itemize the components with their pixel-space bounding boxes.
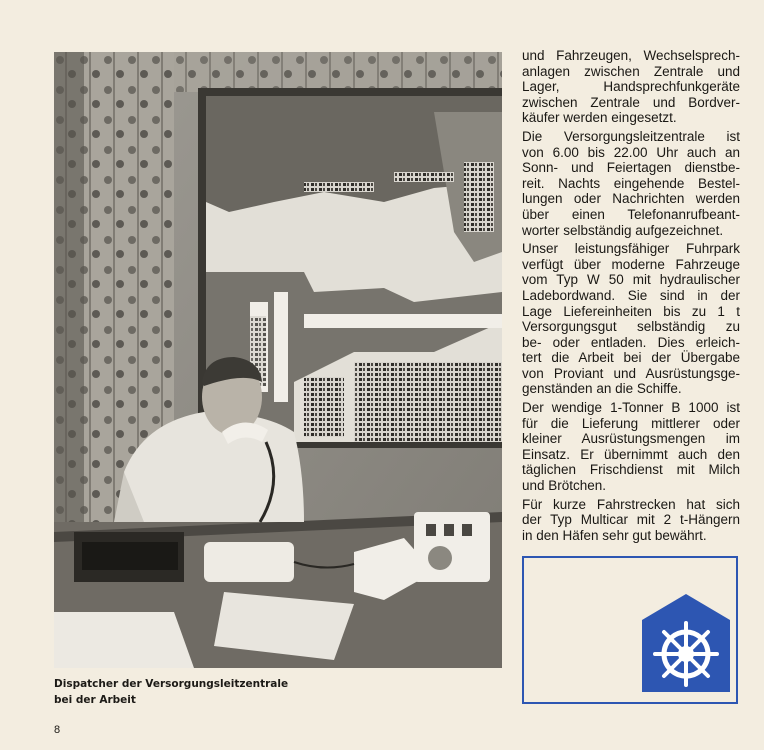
photo-caption — [54, 676, 294, 708]
text-line: verfügt über moderne Fahrzeuge — [522, 256, 740, 272]
text-line: zwischen Zentrale und Bordver- — [522, 94, 740, 110]
page-number: 8 — [54, 724, 61, 736]
text-line: Lager, Handsprechfunkgeräte — [522, 79, 740, 95]
text-line: Die Versorgungsleitzentrale ist — [522, 128, 740, 144]
text-line: in den Häfen sehr gut bewährt. — [522, 527, 707, 543]
text-line: käufer werden eingesetzt. — [522, 110, 677, 126]
text-line: für die Lieferung mittlerer oder — [522, 415, 740, 431]
text-line: anlagen zwischen Zentrale und — [522, 63, 740, 79]
body-text — [522, 48, 740, 546]
text-line: von 6.00 bis 22.00 Uhr auch an — [522, 144, 740, 160]
text-line: von Proviant und Ausrüstungsge- — [522, 365, 740, 381]
dispatcher-photo — [54, 52, 502, 668]
text-line: Sonn- und Feiertagen dienstbe- — [522, 160, 740, 176]
text-line: und Fahrzeugen, Wechselsprech- — [522, 48, 740, 63]
paragraph — [522, 129, 740, 238]
caption-line: bei der Arbeit — [54, 694, 136, 706]
text-line: Einsatz. Er übernimmt auch den — [522, 446, 740, 462]
text-line: Versorgungsgut selbständig zu — [522, 319, 740, 335]
paragraph — [522, 497, 740, 544]
text-line: reit. Nachts eingehende Bestel- — [522, 175, 740, 191]
text-line: tert die Arbeit bei der Übergabe — [522, 350, 740, 366]
text-line: lungen oder Nachrichten werden — [522, 191, 740, 207]
text-line: Für kurze Fahrstrecken hat sich — [522, 496, 740, 512]
text-line: vom Typ W 50 mit hydraulischer — [522, 272, 740, 288]
text-line: Lage Liefereinheiten bis zu 1 t — [522, 303, 740, 319]
text-line: täglichen Frischdienst mit Milch — [522, 462, 740, 478]
paragraph — [522, 48, 740, 126]
caption-line: Dispatcher der Versorgungsleitzentrale — [54, 678, 289, 690]
text-line: über einen Telefonanrufbeant- — [522, 206, 740, 222]
text-line: Der wendige 1-Tonner B 1000 ist — [522, 400, 740, 416]
paragraph — [522, 241, 740, 397]
text-line: Ladebordwand. Sie sind in der — [522, 287, 740, 303]
emblem-box — [522, 556, 738, 704]
paragraph — [522, 400, 740, 494]
text-line: und Brötchen. — [522, 478, 607, 494]
text-line: kleiner Ausrüstungsmengen im — [522, 431, 740, 447]
text-line: be- oder entladen. Dies erleich- — [522, 334, 740, 350]
ship-wheel-icon — [642, 594, 730, 692]
text-line: worter selbständig aufgezeichnet. — [522, 222, 724, 238]
text-line: genständen an die Schiffe. — [522, 381, 682, 397]
text-line: Unser leistungsfähiger Fuhrpark — [522, 241, 740, 257]
text-line: der Typ Multicar mit 2 t-Hängern — [522, 512, 740, 528]
photograph — [54, 52, 502, 668]
